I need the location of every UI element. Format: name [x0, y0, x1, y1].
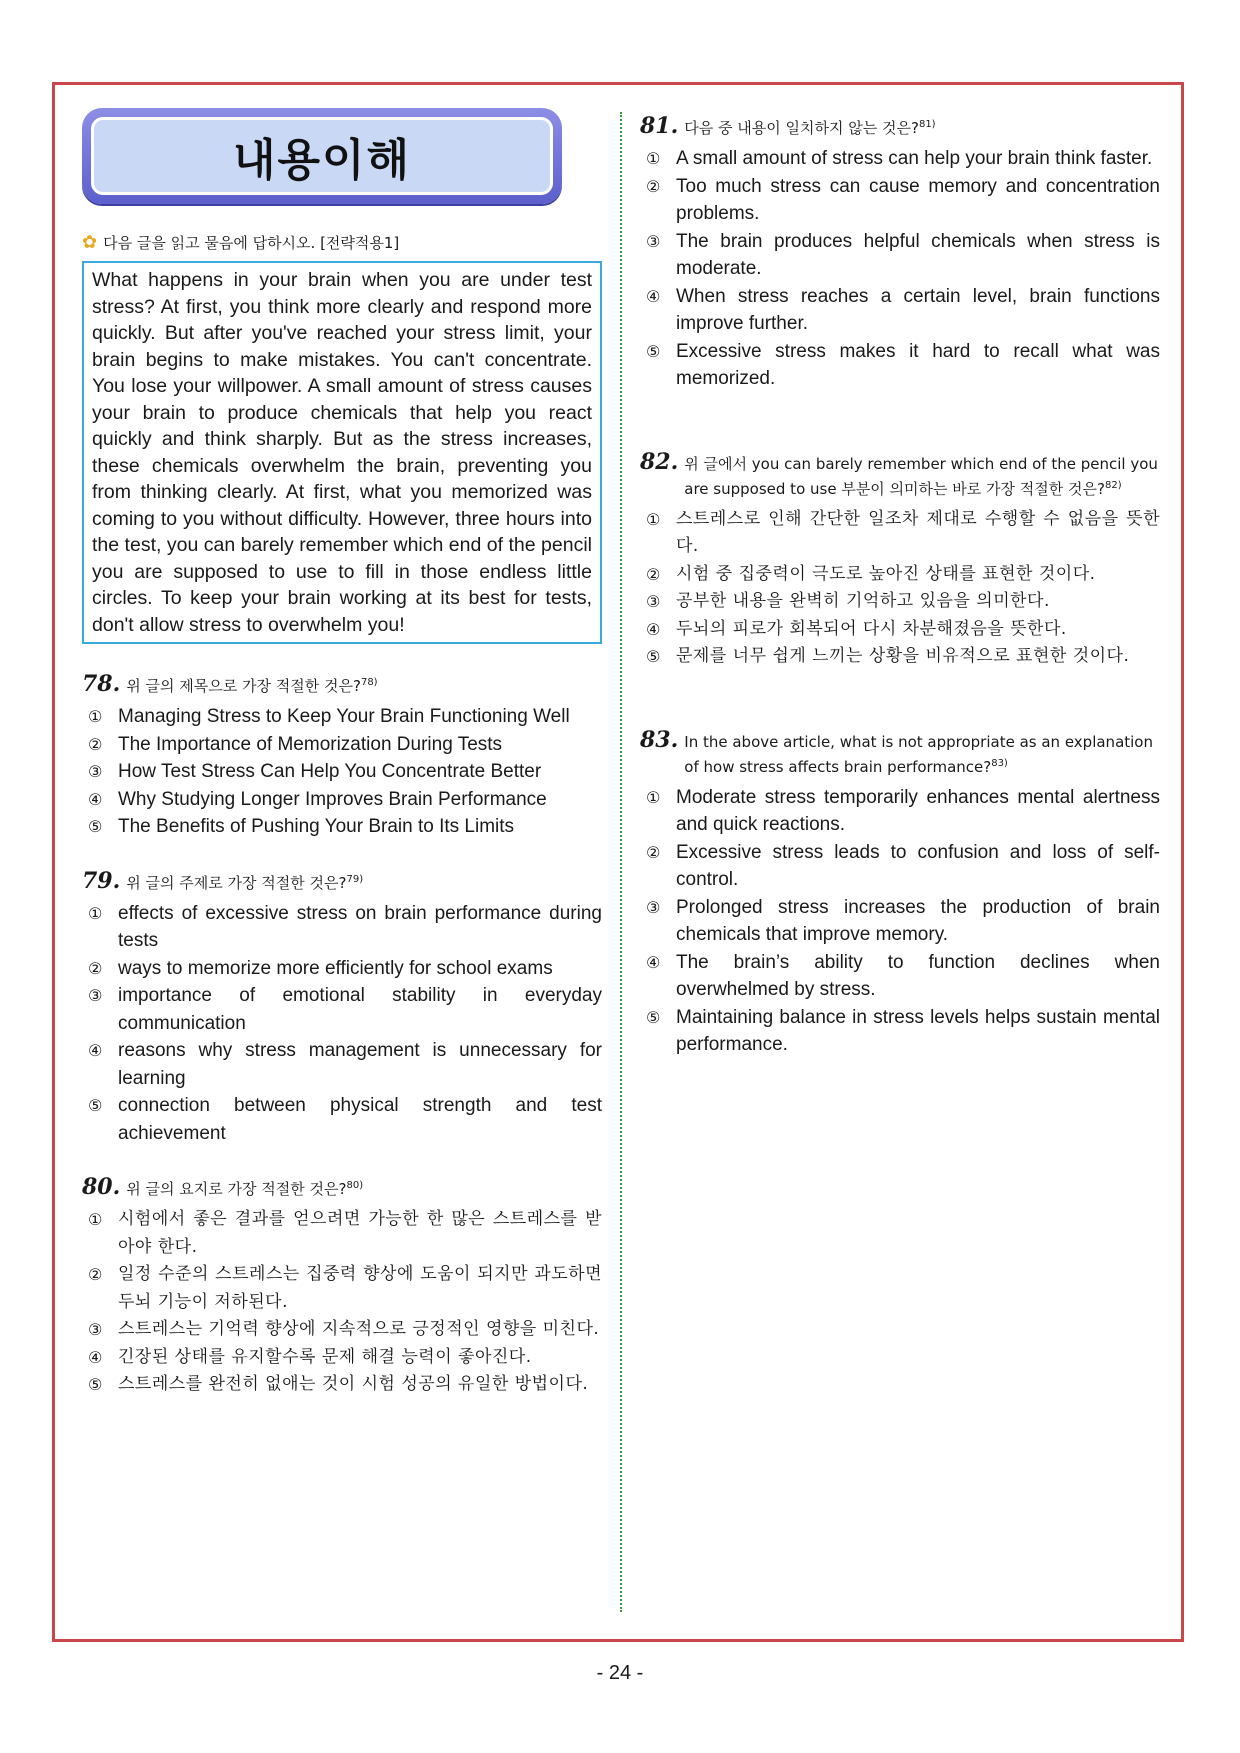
option-2[interactable]: ② Too much stress can cause memory and concentration problems. — [646, 175, 1160, 224]
right-column — [640, 108, 1160, 1059]
question-number: 79. — [82, 867, 121, 894]
option-3[interactable]: ③ The brain produces helpful chemicals when stress is moderate. — [646, 230, 1160, 279]
question-ref: 78) — [360, 677, 378, 688]
left-column — [82, 108, 602, 1399]
option-5[interactable]: ⑤ connection between physical strength and test achievement — [88, 1095, 602, 1144]
option-1[interactable]: ① Moderate stress temporarily enhances mental alertness and quick reactions. — [646, 786, 1160, 835]
question-text: 위 글의 주제로 가장 적절한 것은? — [126, 873, 347, 892]
option-5[interactable]: ⑤ 문제를 너무 쉽게 느끼는 상황을 비유적으로 표현한 것이다. — [646, 646, 1130, 666]
question-ref: 82) — [1104, 479, 1122, 491]
question-number: 83. — [640, 726, 679, 753]
option-4[interactable]: ④ 두뇌의 피로가 회복되어 다시 차분해졌음을 뜻한다. — [646, 618, 1067, 639]
option-4[interactable]: ④ When stress reaches a certain level, brain functions improve further. — [646, 285, 1160, 334]
option-5[interactable]: ⑤ Excessive stress makes it hard to recall what was memorized. — [646, 340, 1160, 389]
option-2[interactable]: ② Excessive stress leads to confusion and loss of self-control. — [646, 841, 1160, 890]
question-number: 78. — [82, 671, 121, 697]
question-number: 80. — [82, 1174, 121, 1200]
section-title: 내용이해 — [232, 135, 411, 186]
question-ref: 79) — [346, 873, 364, 885]
option-5[interactable]: ⑤ 스트레스를 완전히 없애는 것이 시험 성공의 유일한 방법이다. — [88, 1374, 589, 1394]
option-1[interactable]: ① 스트레스로 인해 간단한 일조차 제대로 수행할 수 없음을 뜻한다. — [646, 508, 1160, 556]
column-divider — [620, 112, 622, 1612]
instruction — [82, 232, 602, 253]
title-banner — [82, 108, 562, 204]
option-3[interactable]: ③ 스트레스는 기억력 향상에 지속적으로 긍정적인 영향을 미친다. — [88, 1319, 600, 1339]
option-3[interactable]: ③ How Test Stress Can Help You Concentrate Better — [88, 761, 542, 782]
question-text: 위 글의 요지로 가장 적절한 것은? — [126, 1180, 347, 1198]
option-4[interactable]: ④ Why Studying Longer Improves Brain Performance — [88, 788, 547, 810]
question-ref: 80) — [346, 1180, 364, 1191]
option-1[interactable]: ① 시험에서 좋은 결과를 얻으려면 가능한 한 많은 스트레스를 받아야 한다. — [88, 1209, 602, 1257]
option-2[interactable]: ② The Importance of Memorization During Tests — [88, 733, 503, 755]
question-79 — [82, 869, 602, 1148]
instruction-text: 다음 글을 읽고 물음에 답하시오. [전략적용1] — [103, 234, 400, 252]
option-2[interactable]: ② ways to memorize more efficiently for school exams — [88, 957, 553, 979]
option-1[interactable]: ① A small amount of stress can help your brain think faster. — [646, 148, 1153, 169]
question-81 — [640, 114, 1160, 393]
question-text: In the above article, what is not appropriate as an explanation of how stress affects brain performance? — [684, 732, 1153, 776]
page-number: - 24 - — [596, 1662, 644, 1684]
option-1[interactable]: ① effects of excessive stress on brain performance during tests — [88, 902, 602, 951]
option-3[interactable]: ③ importance of emotional stability in everyday communication — [88, 985, 602, 1034]
option-4[interactable]: ④ 긴장된 상태를 유지할수록 문제 해결 능력이 좋아진다. — [88, 1346, 532, 1367]
option-2[interactable]: ② 시험 중 집중력이 극도로 높아진 상태를 표현한 것이다. — [646, 563, 1096, 584]
question-text: 위 글에서 you can barely remember which end of the pencil you are supposed to use 부분이 의미하는 바로 가장 적절한 것은? — [684, 454, 1158, 498]
question-ref: 83) — [991, 757, 1008, 769]
option-3[interactable]: ③ Prolonged stress increases the production of brain chemicals that improve memory. — [646, 896, 1160, 945]
question-text: 다음 중 내용이 일치하지 않는 것은? — [684, 119, 919, 137]
question-number: 82. — [640, 448, 679, 475]
question-83 — [640, 726, 1160, 1059]
question-ref: 81) — [918, 119, 936, 130]
option-5[interactable]: ⑤ Maintaining balance in stress levels helps sustain mental performance. — [646, 1006, 1160, 1055]
option-2[interactable]: ② 일정 수준의 스트레스는 집중력 향상에 도움이 되지만 과도하면 두뇌 기능이 저하된다. — [88, 1264, 602, 1312]
question-82 — [640, 448, 1160, 671]
option-4[interactable]: ④ The brain’s ability to function declines when overwhelmed by stress. — [646, 951, 1160, 1000]
question-80 — [82, 1175, 602, 1399]
question-78 — [82, 672, 602, 841]
option-4[interactable]: ④ reasons why stress management is unnecessary for learning — [88, 1040, 602, 1089]
option-1[interactable]: ① Managing Stress to Keep Your Brain Functioning Well — [88, 706, 570, 727]
title-inner — [91, 117, 553, 195]
option-3[interactable]: ③ 공부한 내용을 완벽히 기억하고 있음을 의미한다. — [646, 591, 1050, 611]
reading-passage: What happens in your brain when you are under test stress? At first, you think more clearly and respond more quickly. But after you've reached your stress limit, your brain begins to make mistakes. You can't concentrate. You lose your willpower. A small amount of stress causes your brain to produce chemicals that help you react quickly and think sharply. But as the stress increases, these chemicals overwhelm the brain, preventing you from thinking clearly. At first, what you memorized was coming to you without difficulty. However, three hours into the test, you can barely remember which end of the pencil you are supposed to use to fill in those endless little circles. To keep your brain working at its best for tests, don't allow stress to overwhelm you! — [82, 261, 602, 644]
flower-icon: ✿ — [82, 231, 98, 253]
option-5[interactable]: ⑤ The Benefits of Pushing Your Brain to Its Limits — [88, 816, 515, 837]
question-number: 81. — [640, 113, 679, 139]
question-text: 위 글의 제목으로 가장 적절한 것은? — [126, 677, 361, 695]
